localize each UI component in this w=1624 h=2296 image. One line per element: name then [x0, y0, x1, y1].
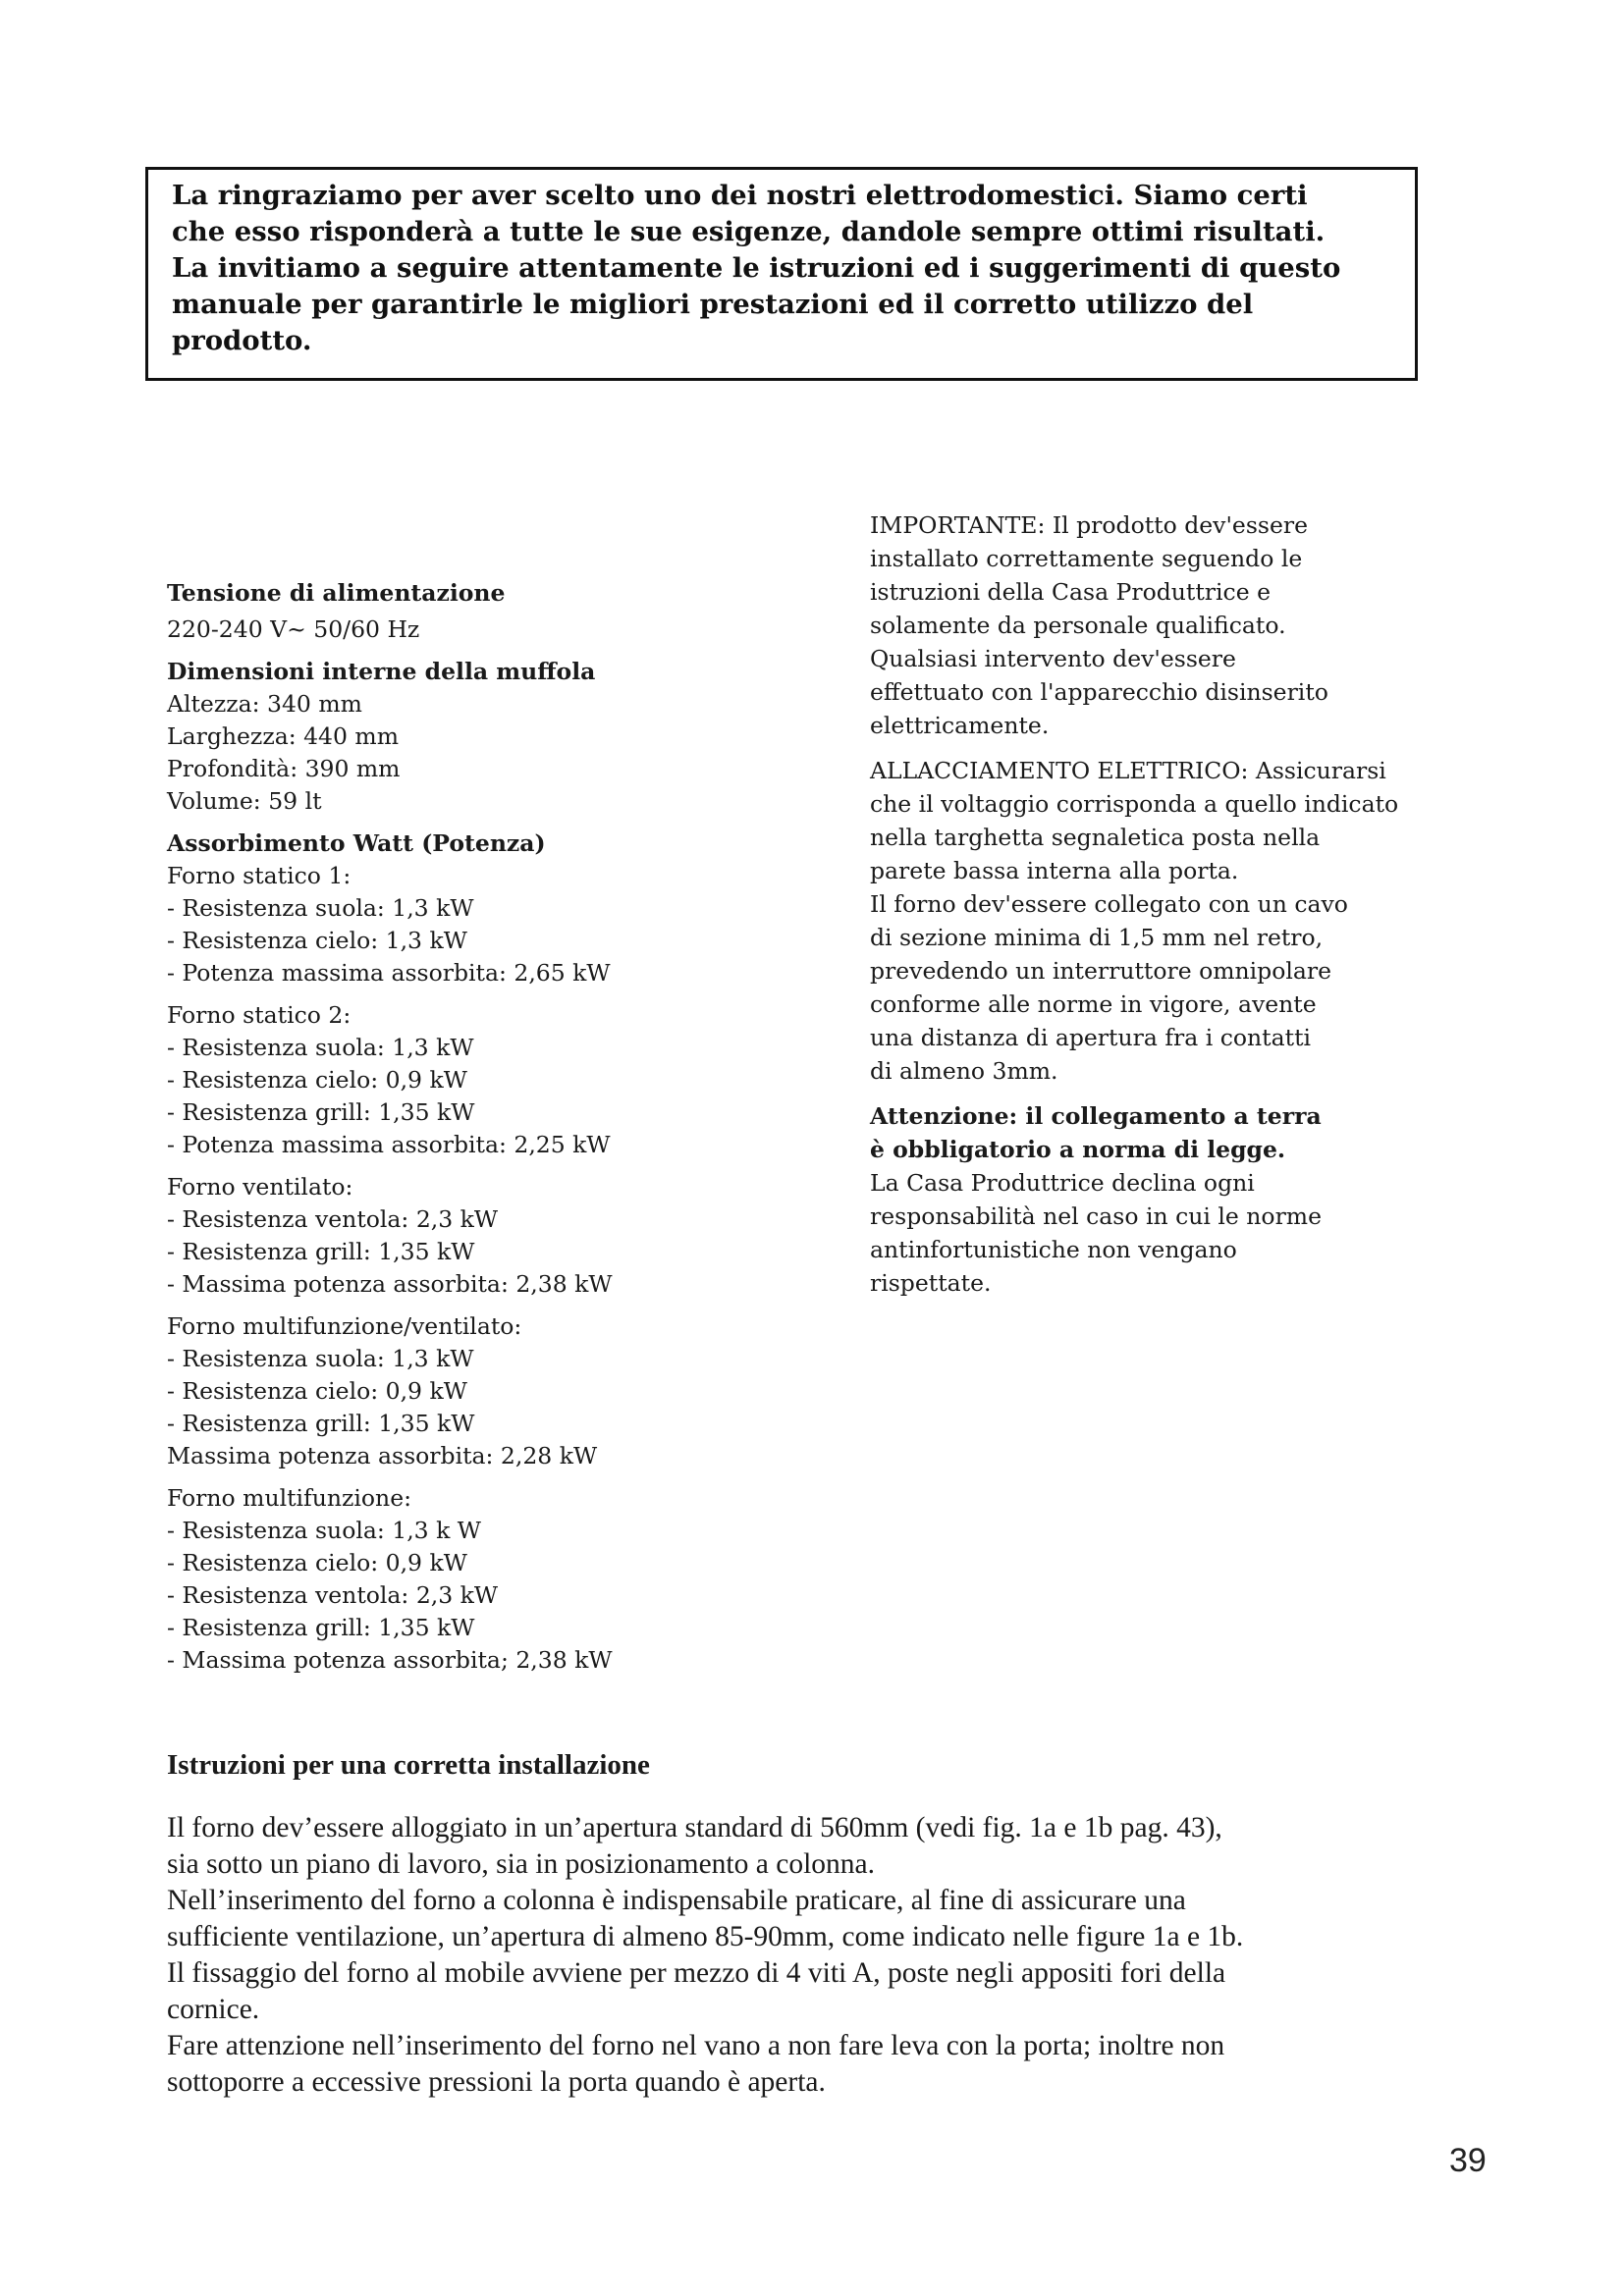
oven-line: - Resistenza grill: 1,35 kW	[167, 1098, 475, 1126]
specs-column	[167, 577, 717, 1686]
important-line: istruzioni della Casa Produttrice e	[870, 578, 1272, 606]
dimension-line: Altezza: 340 mm	[167, 690, 362, 718]
important-line: Qualsiasi intervento dev'essere	[870, 645, 1236, 672]
power-title: Assorbimento Watt (Potenza)	[167, 829, 546, 857]
dimensions-title: Dimensioni interne della muffola	[167, 658, 596, 685]
intro-line: La ringraziamo per aver scelto uno dei nostri elettrodomestici. Siamo certi	[172, 180, 1308, 211]
electrical-line: parete bassa interna alla porta.	[870, 857, 1239, 884]
electrical-line: una distanza di apertura fra i contatti	[870, 1024, 1312, 1051]
attention-line: antinfortunistiche non vengano	[870, 1236, 1237, 1263]
power-section	[167, 828, 717, 989]
oven-line: - Potenza massima assorbita: 2,65 kW	[167, 959, 611, 987]
attention-line: rispettate.	[870, 1269, 992, 1297]
dimension-line: Profondità: 390 mm	[167, 755, 401, 782]
oven-name: Forno ventilato:	[167, 1173, 353, 1201]
important-line: solamente da personale qualificato.	[870, 612, 1286, 639]
attention-paragraph	[870, 1099, 1439, 1300]
oven-line: - Massima potenza assorbita; 2,38 kW	[167, 1646, 613, 1674]
electrical-paragraph	[870, 754, 1439, 1088]
attention-line: responsabilità nel caso in cui le norme	[870, 1202, 1322, 1230]
important-line: elettricamente.	[870, 712, 1050, 739]
oven-line: Massima potenza assorbita: 2,28 kW	[167, 1442, 598, 1469]
installation-line: Fare attenzione nell’inserimento del forno nel vano a non fare leva con la porta; inoltre non	[167, 2030, 1225, 2061]
dimension-line: Larghezza: 440 mm	[167, 722, 399, 750]
important-line: effettuato con l'apparecchio disinserito	[870, 678, 1328, 706]
oven-line: - Potenza massima assorbita: 2,25 kW	[167, 1131, 611, 1158]
oven-section	[167, 1171, 717, 1301]
oven-name: Forno statico 1:	[167, 862, 352, 889]
electrical-line: che il voltaggio corrisponda a quello indicato	[870, 790, 1399, 818]
electrical-line: Il forno dev'essere collegato con un cavo	[870, 890, 1348, 918]
electrical-line: ALLACCIAMENTO ELETTRICO: Assicurarsi	[870, 757, 1386, 784]
dimensions-section	[167, 656, 717, 818]
important-line: installato correttamente seguendo le	[870, 545, 1303, 572]
dimension-line: Volume: 59 lt	[167, 787, 322, 815]
intro-line: che esso risponderà a tutte le sue esigenze, dandole sempre ottimi risultati.	[172, 216, 1326, 247]
installation-section	[167, 1747, 1384, 2101]
intro-line: manuale per garantirle le migliori prestazioni ed il corretto utilizzo del	[172, 289, 1254, 320]
installation-line: sia sotto un piano di lavoro, sia in posizionamento a colonna.	[167, 1848, 875, 1880]
safety-column	[870, 508, 1439, 1311]
important-paragraph	[870, 508, 1439, 742]
oven-name: Forno statico 2:	[167, 1001, 352, 1029]
oven-line: - Resistenza cielo: 0,9 kW	[167, 1549, 467, 1576]
intro-box	[145, 167, 1418, 381]
oven-line: - Resistenza grill: 1,35 kW	[167, 1614, 475, 1641]
important-line: IMPORTANTE: Il prodotto dev'essere	[870, 511, 1308, 539]
electrical-line: di almeno 3mm.	[870, 1057, 1058, 1085]
attention-bold-line: Attenzione: il collegamento a terra	[870, 1102, 1322, 1130]
intro-line: prodotto.	[172, 325, 312, 356]
tension-title: Tensione di alimentazione	[167, 579, 506, 607]
oven-line: - Resistenza ventola: 2,3 kW	[167, 1581, 499, 1609]
oven-section	[167, 999, 717, 1161]
intro-line: La invitiamo a seguire attentamente le istruzioni ed i suggerimenti di questo	[172, 252, 1341, 284]
oven-line: - Resistenza suola: 1,3 kW	[167, 1345, 474, 1372]
attention-bold-line: è obbligatorio a norma di legge.	[870, 1136, 1286, 1163]
oven-name: Forno multifunzione:	[167, 1484, 412, 1512]
installation-line: cornice.	[167, 1994, 260, 2025]
installation-line: Il fissaggio del forno al mobile avviene per mezzo di 4 viti A, poste negli appositi fori della	[167, 1957, 1226, 1989]
oven-name: Forno multifunzione/ventilato:	[167, 1312, 522, 1340]
oven-line: - Resistenza grill: 1,35 kW	[167, 1410, 475, 1437]
installation-line: Nell’inserimento del forno a colonna è indispensabile praticare, al fine di assicurare una	[167, 1885, 1186, 1916]
electrical-line: di sezione minima di 1,5 mm nel retro,	[870, 924, 1324, 951]
oven-section	[167, 1482, 717, 1677]
oven-line: - Resistenza cielo: 1,3 kW	[167, 927, 467, 954]
oven-line: - Resistenza suola: 1,3 k W	[167, 1517, 481, 1544]
installation-title: Istruzioni per una corretta installazione	[167, 1749, 650, 1781]
oven-line: - Resistenza ventola: 2,3 kW	[167, 1205, 499, 1233]
oven-line: - Resistenza suola: 1,3 kW	[167, 894, 474, 922]
oven-line: - Massima potenza assorbita: 2,38 kW	[167, 1270, 613, 1298]
oven-section	[167, 1310, 717, 1472]
installation-line: sottoporre a eccessive pressioni la porta quando è aperta.	[167, 2066, 826, 2098]
tension-section	[167, 577, 717, 646]
oven-line: - Resistenza cielo: 0,9 kW	[167, 1377, 467, 1405]
oven-line: - Resistenza cielo: 0,9 kW	[167, 1066, 467, 1094]
electrical-line: nella targhetta segnaletica posta nella	[870, 824, 1321, 851]
electrical-line: conforme alle norme in vigore, avente	[870, 990, 1317, 1018]
installation-line: sufficiente ventilazione, un’apertura di almeno 85-90mm, come indicato nelle figure 1a e 1b.	[167, 1921, 1244, 1952]
installation-line: Il forno dev’essere alloggiato in un’apertura standard di 560mm (vedi fig. 1a e 1b pag. 43),	[167, 1812, 1222, 1843]
attention-line: La Casa Produttrice declina ogni	[870, 1169, 1255, 1197]
oven-line: - Resistenza suola: 1,3 kW	[167, 1034, 474, 1061]
page-number: 39	[1449, 2142, 1487, 2179]
oven-line: - Resistenza grill: 1,35 kW	[167, 1238, 475, 1265]
tension-value: 220-240 V~ 50/60 Hz	[167, 615, 420, 643]
electrical-line: prevedendo un interruttore omnipolare	[870, 957, 1332, 985]
